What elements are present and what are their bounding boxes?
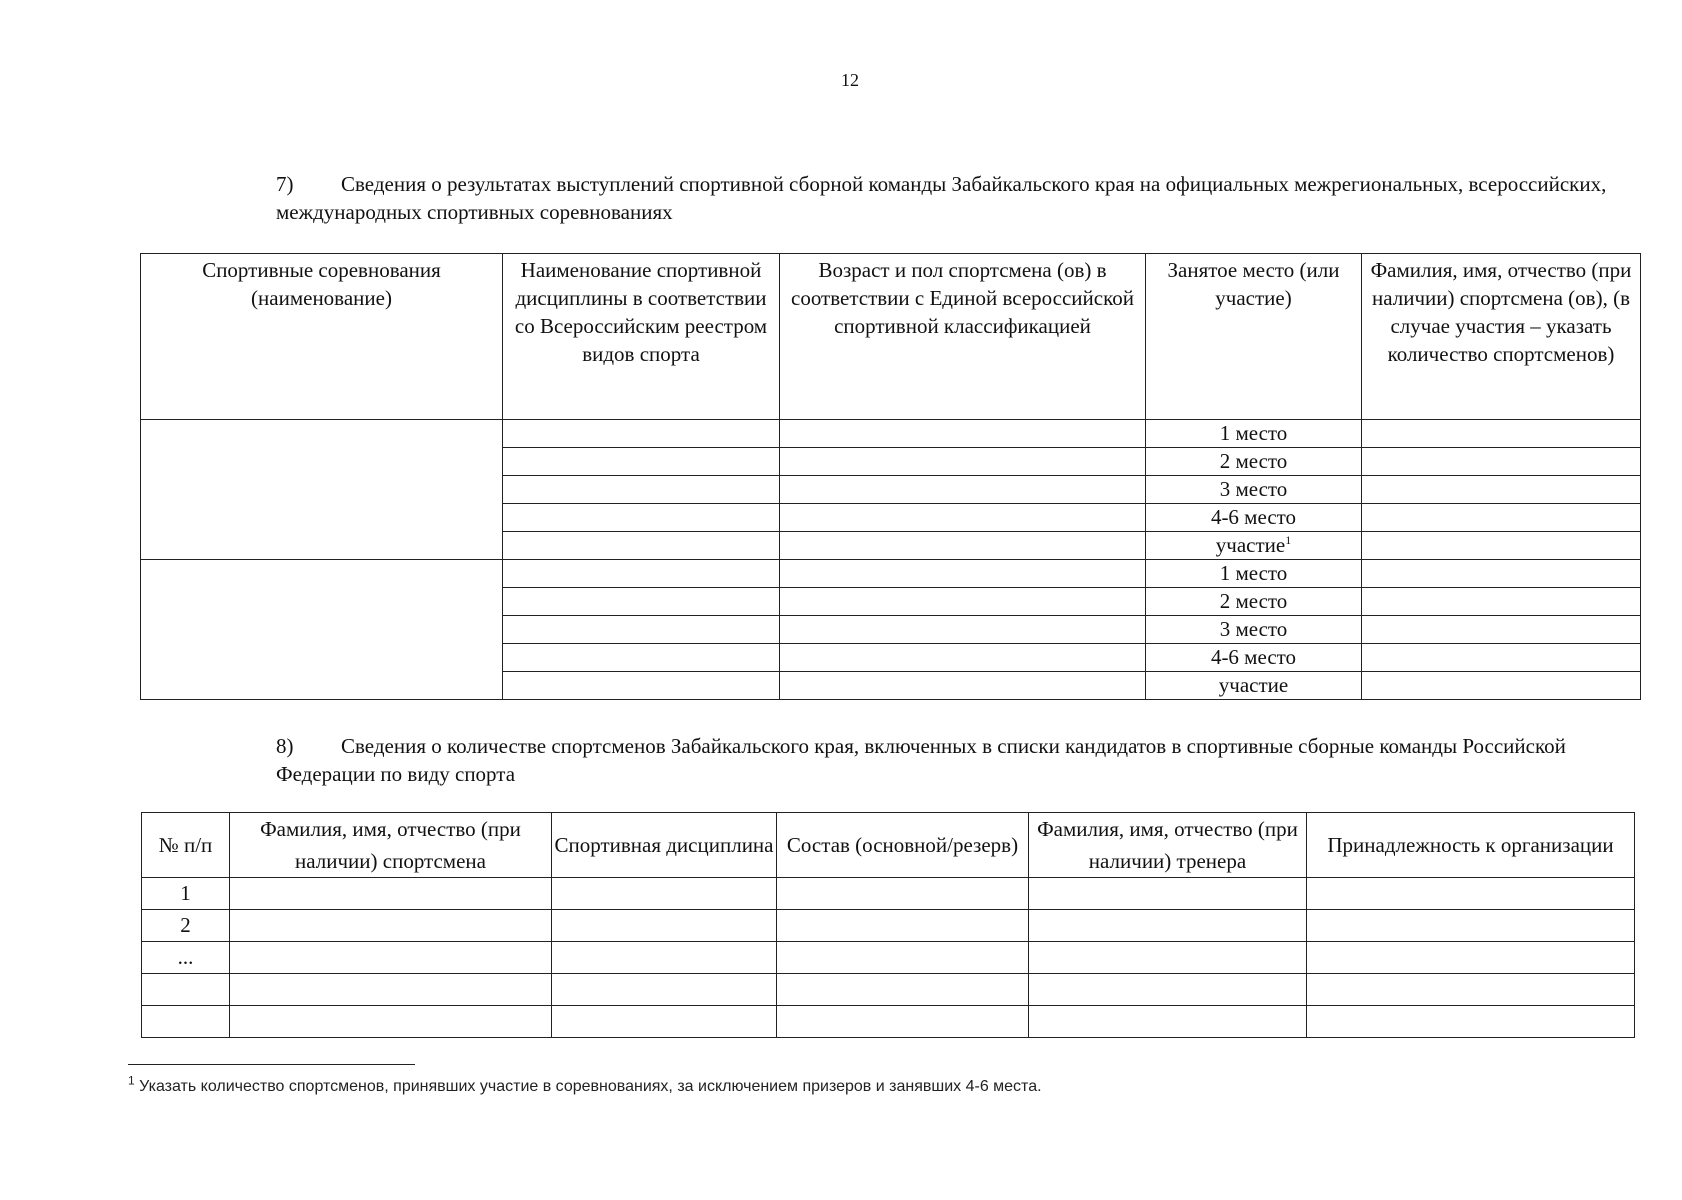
- col-athlete: Фамилия, имя, отчество (при наличии) спортсмена: [230, 813, 552, 878]
- table-row: [142, 878, 1635, 910]
- place-participation: участие: [1215, 533, 1286, 557]
- place-cell: 2 место: [1146, 448, 1362, 476]
- candidates-table: [141, 812, 1635, 1038]
- place-cell: 3 место: [1146, 616, 1362, 644]
- table-row: [141, 560, 1641, 588]
- footnote-text: Указать количество спортсменов, принявших участие в соревнованиях, за исключением призеров и занявших 4-6 места.: [139, 1078, 1042, 1095]
- place-cell: 1 место: [1146, 420, 1362, 448]
- row-number: 2: [142, 910, 230, 942]
- competition-cell: [141, 420, 503, 560]
- section-8-title: Сведения о количестве спортсменов Забайкальского края, включенных в списки кандидатов в спортивные сборные команды Российской Федерации по виду спорта: [276, 734, 1566, 786]
- place-cell: 1 место: [1146, 560, 1362, 588]
- competition-cell: [141, 560, 503, 700]
- place-cell: 4-6 место: [1146, 504, 1362, 532]
- col-coach: Фамилия, имя, отчество (при наличии) тренера: [1029, 813, 1307, 878]
- col-squad: Состав (основной/резерв): [777, 813, 1029, 878]
- footnote-mark: 1: [128, 1073, 135, 1088]
- results-table: [140, 253, 1641, 700]
- footnote-divider: [128, 1064, 415, 1065]
- section-7-heading: [200, 170, 1620, 226]
- col-number: № п/п: [142, 813, 230, 878]
- place-cell: [1146, 532, 1362, 560]
- footnote-mark: 1: [1285, 533, 1292, 547]
- candidates-table-header: [142, 813, 1635, 878]
- table-row: [141, 420, 1641, 448]
- section-7-title: Сведения о результатах выступлений спортивной сборной команды Забайкальского края на официальных межрегиональных, всероссийских, международных спортивных соревнованиях: [276, 172, 1607, 224]
- col-discipline: Спортивная дисциплина: [552, 813, 777, 878]
- place-cell: участие: [1146, 672, 1362, 700]
- row-number: 1: [142, 878, 230, 910]
- col-organization: Принадлежность к организации: [1307, 813, 1635, 878]
- section-8-heading: [200, 732, 1620, 788]
- page-number: 12: [841, 70, 859, 90]
- section-8-number: 8): [276, 734, 294, 758]
- place-cell: 4-6 место: [1146, 644, 1362, 672]
- section-7-number: 7): [276, 172, 294, 196]
- place-cell: 2 место: [1146, 588, 1362, 616]
- table-row: [142, 910, 1635, 942]
- place-cell: 3 место: [1146, 476, 1362, 504]
- table-row: [142, 942, 1635, 974]
- row-number: [142, 974, 230, 1006]
- col-age-gender: Возраст и пол спортсмена (ов) в соответствии с Единой всероссийской спортивной классификацией: [780, 254, 1146, 420]
- footnote: [128, 1073, 1042, 1096]
- table-row: [142, 1006, 1635, 1038]
- col-athlete-name: Фамилия, имя, отчество (при наличии) спортсмена (ов), (в случае участия – указать количество спортсменов): [1362, 254, 1641, 420]
- col-competitions: Спортивные соревнования (наименование): [141, 254, 503, 420]
- results-table-header: [141, 254, 1641, 420]
- col-place: Занятое место (или участие): [1146, 254, 1362, 420]
- col-discipline: Наименование спортивной дисциплины в соответствии со Всероссийским реестром видов спорта: [503, 254, 780, 420]
- table-row: [142, 974, 1635, 1006]
- row-number: ...: [142, 942, 230, 974]
- row-number: [142, 1006, 230, 1038]
